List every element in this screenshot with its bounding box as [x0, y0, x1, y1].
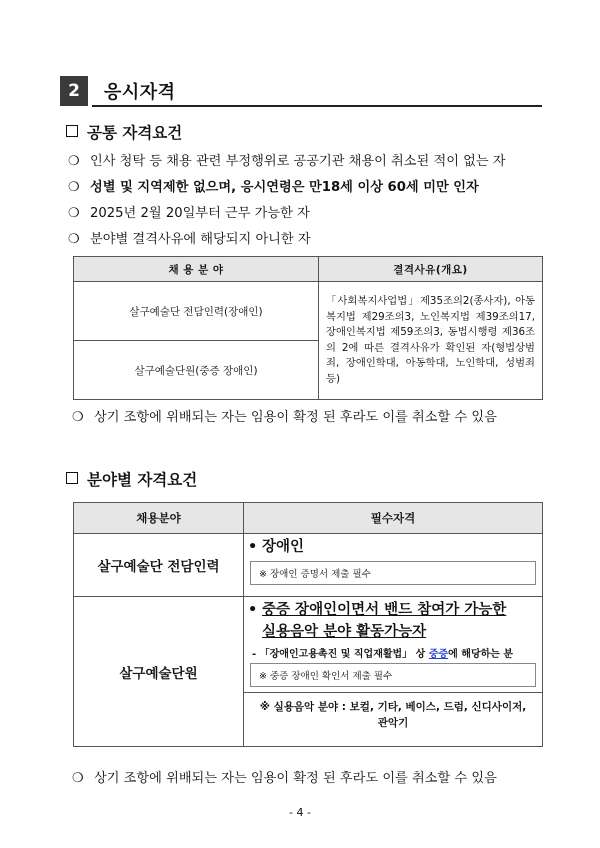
table-header-requirement: 필수자격: [244, 503, 543, 534]
section-title-rule: [92, 105, 542, 107]
table-cell-field: 살구예술단 전담인력: [74, 534, 244, 597]
requirement-bullet: • 중증 장애인이면서 밴드 참여가 가능한 실용음악 분야 활동가능자: [248, 599, 542, 643]
music-field-footnote: ※ 실용음악 분야 : 보컬, 기타, 베이스, 드럼, 신디사이저, 관악기: [244, 692, 542, 737]
table-cell-field: 살구예술단원: [74, 597, 244, 747]
common-bullet-2: ❍ 성별 및 지역제한 없으며, 응시연령은 만18세 이상 60세 미만 인자: [68, 180, 479, 195]
checkbox-square-icon: [66, 125, 78, 137]
highlighted-term: 중증: [428, 649, 449, 660]
table-cell-reason: 「사회복지사업법」제35조의2(종사자), 아동복지법 제29조의3, 노인복지법 제39조의17, 장애인복지법 제59조의3, 동법시행령 제36조의 2에 따른 결격사유가 확인된 자(형법상범죄, 장애인학대, 아동학대, 노인학대, 성범죄 등): [319, 282, 543, 400]
requirement-note: ※ 장애인 증명서 제출 필수: [250, 561, 536, 585]
bullet-dot-icon: •: [248, 602, 258, 618]
common-bullet-4: ❍ 분야별 결격사유에 해당되지 아니한 자: [68, 232, 311, 247]
page-number: - 4 -: [289, 806, 311, 819]
requirement-note: ※ 중증 장애인 확인서 제출 필수: [250, 663, 536, 687]
table-cell-field: 살구예술단 전담인력(장애인): [74, 282, 319, 341]
checkbox-square-icon: [66, 472, 78, 484]
field-requirements-table: [73, 502, 543, 747]
common-cancel-note: ❍ 상기 조항에 위배되는 자는 임용이 확정 된 후라도 이를 취소할 수 있음: [72, 410, 497, 425]
circle-bullet-icon: ❍: [68, 206, 80, 221]
circle-bullet-icon: ❍: [68, 232, 80, 247]
section-number-badge: 2: [60, 76, 88, 106]
table-header-field: 채 용 분 야: [74, 257, 319, 282]
field-requirements-heading: 분야별 자격요건: [66, 468, 197, 490]
table-header-reason: 결격사유(개요): [319, 257, 543, 282]
requirement-sub-condition: - 「장애인고용촉진 및 직업재활법」 상 중증에 해당하는 분: [252, 649, 514, 660]
table-cell-requirement: [244, 534, 543, 597]
field-cancel-note: ❍ 상기 조항에 위배되는 자는 임용이 확정 된 후라도 이를 취소할 수 있음: [72, 771, 497, 786]
table-header-field: 채용분야: [74, 503, 244, 534]
common-requirements-heading: 공통 자격요건: [66, 121, 182, 143]
circle-bullet-icon: ❍: [72, 410, 84, 425]
disqualification-table: [73, 256, 543, 400]
common-bullet-3: ❍ 2025년 2월 20일부터 근무 가능한 자: [68, 206, 310, 221]
circle-bullet-icon: ❍: [72, 771, 84, 786]
circle-bullet-icon: ❍: [68, 154, 80, 169]
common-bullet-1: ❍ 인사 청탁 등 채용 관련 부정행위로 공공기관 채용이 취소된 적이 없는 자: [68, 154, 506, 169]
table-cell-requirement: [244, 597, 543, 747]
bullet-dot-icon: •: [248, 539, 258, 555]
section-title: 응시자격: [104, 82, 176, 103]
circle-bullet-icon: ❍: [68, 180, 80, 195]
requirement-bullet: • 장애인: [248, 536, 538, 558]
table-cell-field: 살구예술단원(중증 장애인): [74, 341, 319, 400]
